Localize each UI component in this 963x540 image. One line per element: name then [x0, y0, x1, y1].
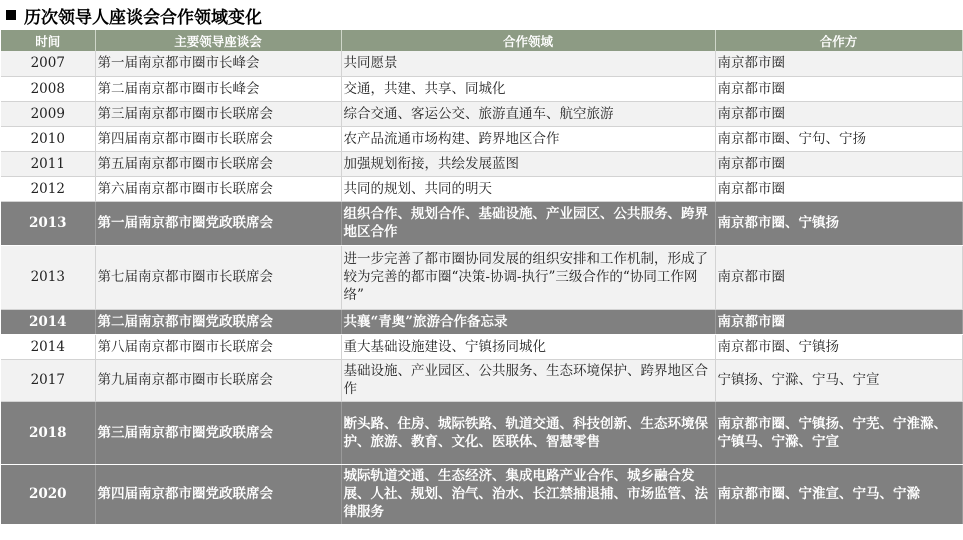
cell-fields: 农产品流通市场构建、跨界地区合作: [341, 126, 715, 151]
header-meeting: 主要领导座谈会: [95, 30, 341, 51]
table-row: [1, 201, 962, 245]
cell-meeting: 第九届南京都市圈市长联席会: [95, 359, 341, 401]
cell-partners: 南京都市圈: [715, 245, 962, 309]
table-row: [1, 176, 962, 201]
cell-year: 2012: [1, 176, 95, 201]
cell-meeting: 第六届南京都市圈市长联席会: [95, 176, 341, 201]
table-row: [1, 309, 962, 334]
cell-fields: 基础设施、产业园区、公共服务、生态环境保护、跨界地区合作: [341, 359, 715, 401]
cell-year: 2011: [1, 151, 95, 176]
cell-fields: 共襄“青奥”旅游合作备忘录: [341, 309, 715, 334]
cell-fields: 组织合作、规划合作、基础设施、产业园区、公共服务、跨界地区合作: [341, 201, 715, 245]
cell-partners: 南京都市圈、宁句、宁扬: [715, 126, 962, 151]
cell-partners: 南京都市圈: [715, 309, 962, 334]
table-row: [1, 151, 962, 176]
cell-meeting: 第一届南京都市圈市长峰会: [95, 51, 341, 76]
cell-meeting: 第三届南京都市圈党政联席会: [95, 401, 341, 464]
cell-fields: 进一步完善了都市圈协同发展的组织安排和工作机制，形成了较为完善的都市圈“决策-协调-执行”三级合作的“协同工作网络”: [341, 245, 715, 309]
table-row: [1, 51, 962, 76]
table-row: [1, 126, 962, 151]
cell-partners: 南京都市圈: [715, 176, 962, 201]
square-bullet-icon: [6, 10, 16, 20]
cell-partners: 南京都市圈、宁镇扬: [715, 334, 962, 359]
cell-meeting: 第五届南京都市圈市长联席会: [95, 151, 341, 176]
table-row: [1, 245, 962, 309]
table-row: [1, 334, 962, 359]
cell-fields: 综合交通、客运公交、旅游直通车、航空旅游: [341, 101, 715, 126]
cell-meeting: 第四届南京都市圈市长联席会: [95, 126, 341, 151]
cell-partners: 南京都市圈: [715, 151, 962, 176]
header-partners: 合作方: [715, 30, 962, 51]
table-row: [1, 76, 962, 101]
cell-meeting: 第七届南京都市圈市长联席会: [95, 245, 341, 309]
cell-year: 2018: [1, 401, 95, 464]
cell-partners: 南京都市圈: [715, 51, 962, 76]
cell-year: 2010: [1, 126, 95, 151]
cell-year: 2013: [1, 245, 95, 309]
cooperation-table: [1, 30, 963, 525]
cell-fields: 交通，共建、共享、同城化: [341, 76, 715, 101]
cell-partners: 南京都市圈、宁镇扬、宁芜、宁淮滁、宁镇马、宁滁、宁宣: [715, 401, 962, 464]
cell-partners: 南京都市圈、宁淮宣、宁马、宁滁: [715, 464, 962, 524]
cell-year: 2008: [1, 76, 95, 101]
cell-fields: 城际轨道交通、生态经济、集成电路产业合作、城乡融合发展、人社、规划、治气、治水、长江禁捕退捕、市场监管、法律服务: [341, 464, 715, 524]
cell-year: 2014: [1, 334, 95, 359]
header-fields: 合作领域: [341, 30, 715, 51]
cell-partners: 南京都市圈、宁镇扬: [715, 201, 962, 245]
cell-meeting: 第一届南京都市圈党政联席会: [95, 201, 341, 245]
cell-year: 2009: [1, 101, 95, 126]
title-bar: [0, 0, 963, 30]
header-year: 时间: [1, 30, 95, 51]
cell-meeting: 第二届南京都市圈党政联席会: [95, 309, 341, 334]
cell-fields: 共同愿景: [341, 51, 715, 76]
cell-meeting: 第二届南京都市圈市长峰会: [95, 76, 341, 101]
table-row: [1, 101, 962, 126]
cell-fields: 共同的规划、共同的明天: [341, 176, 715, 201]
cell-partners: 南京都市圈: [715, 76, 962, 101]
cell-partners: 宁镇扬、宁滁、宁马、宁宣: [715, 359, 962, 401]
cell-year: 2007: [1, 51, 95, 76]
cell-year: 2017: [1, 359, 95, 401]
cell-partners: 南京都市圈: [715, 101, 962, 126]
page-title: 历次领导人座谈会合作领域变化: [24, 7, 262, 28]
table-row: [1, 464, 962, 524]
cell-meeting: 第三届南京都市圈市长联席会: [95, 101, 341, 126]
cell-meeting: 第四届南京都市圈党政联席会: [95, 464, 341, 524]
table-row: [1, 401, 962, 464]
cell-fields: 重大基础设施建设、宁镇扬同城化: [341, 334, 715, 359]
table-row: [1, 359, 962, 401]
cell-fields: 断头路、住房、城际铁路、轨道交通、科技创新、生态环境保护、旅游、教育、文化、医联体、智慧零售: [341, 401, 715, 464]
cell-fields: 加强规划衔接，共绘发展蓝图: [341, 151, 715, 176]
cell-year: 2020: [1, 464, 95, 524]
cell-year: 2013: [1, 201, 95, 245]
cell-meeting: 第八届南京都市圈市长联席会: [95, 334, 341, 359]
header-row: [1, 30, 962, 51]
cell-year: 2014: [1, 309, 95, 334]
